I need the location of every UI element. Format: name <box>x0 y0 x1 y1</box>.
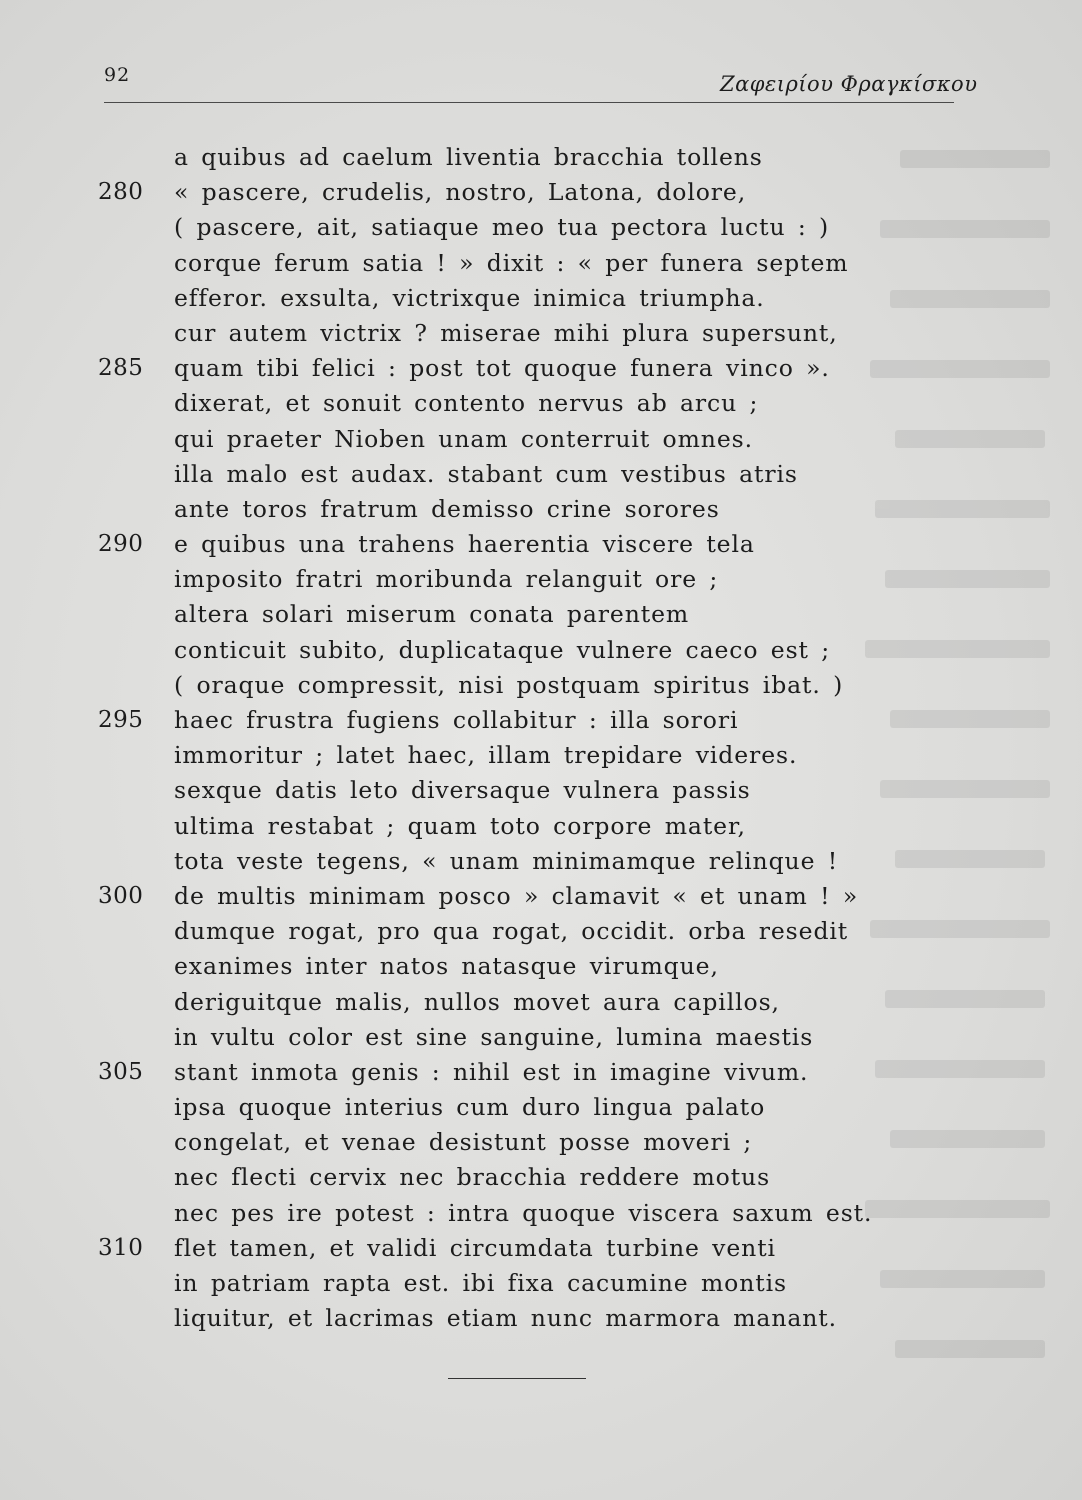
verse-line <box>0 316 1082 351</box>
verse-line <box>0 246 1082 281</box>
verse-line <box>0 773 1082 808</box>
verse-line <box>0 175 1082 210</box>
verse-line <box>0 1231 1082 1266</box>
verse-line <box>0 492 1082 527</box>
verse-text: illa malo est audax. stabant cum vestibus atris <box>174 459 798 488</box>
verse-text: a quibus ad caelum liventia bracchia tollens <box>174 143 763 171</box>
verse-text: imposito fratri moribunda relanguit ore ; <box>174 565 719 594</box>
verse-line <box>0 949 1082 984</box>
verse-line <box>0 210 1082 245</box>
verse-line <box>0 597 1082 632</box>
verse-text: « pascere, crudelis, nostro, Latona, dolore, <box>174 178 747 207</box>
verse-text: sexque datis leto diversaque vulnera passis <box>174 776 751 805</box>
verse-line <box>0 527 1082 562</box>
end-rule <box>448 1378 586 1379</box>
verse-text: immoritur ; latet haec, illam trepidare videres. <box>174 741 798 770</box>
running-head: Ζαφειρίου Φραγκίσκου <box>720 72 978 96</box>
verse-text: e quibus una trahens haerentia viscere tela <box>174 530 755 559</box>
verse-line <box>0 1160 1082 1195</box>
verse-line <box>0 1266 1082 1301</box>
page-number: 92 <box>104 64 131 86</box>
verse-line <box>0 1301 1082 1336</box>
verse-text: ante toros fratrum demisso crine sorores <box>174 494 720 523</box>
verse-text: corque ferum satia ! » dixit : « per funera septem <box>174 248 849 277</box>
verse-text: liquitur, et lacrimas etiam nunc marmora manant. <box>174 1304 838 1333</box>
verse-text: in patriam rapta est. ibi fixa cacumine montis <box>174 1269 787 1297</box>
verse-line <box>0 1020 1082 1055</box>
verse-text: haec frustra fugiens collabitur : illa sorori <box>174 706 739 734</box>
verse-line <box>0 351 1082 386</box>
verse-line <box>0 457 1082 492</box>
verse-line <box>0 879 1082 914</box>
verse-line <box>0 1055 1082 1090</box>
verse-text: de multis minimam posco » clamavit « et unam ! » <box>174 881 859 910</box>
line-number: 310 <box>98 1234 144 1261</box>
verse-line <box>0 281 1082 316</box>
verse-text: deriguitque malis, nullos movet aura capillos, <box>174 987 780 1016</box>
verse-text: quam tibi felici : post tot quoque funera vinco ». <box>174 354 830 383</box>
verse-line <box>0 140 1082 175</box>
verse-text: stant inmota genis : nihil est in imagine vivum. <box>174 1057 809 1086</box>
verse-line <box>0 914 1082 949</box>
verse-line <box>0 633 1082 668</box>
verse-text: ( pascere, ait, satiaque meo tua pectora luctu : ) <box>174 213 830 242</box>
line-number: 295 <box>98 707 144 733</box>
line-number: 290 <box>98 531 144 558</box>
line-number: 285 <box>98 355 144 382</box>
verse-line <box>0 1125 1082 1160</box>
verse-line <box>0 703 1082 738</box>
verse-text: dumque rogat, pro qua rogat, occidit. orba resedit <box>174 917 849 946</box>
verse-line <box>0 1090 1082 1125</box>
verse-line <box>0 668 1082 703</box>
verse-line <box>0 422 1082 457</box>
verse-line <box>0 386 1082 421</box>
verse-text: altera solari miserum conata parentem <box>174 600 690 629</box>
verse-text: dixerat, et sonuit contento nervus ab arcu ; <box>174 389 759 418</box>
verse-line <box>0 985 1082 1020</box>
verse-text: flet tamen, et validi circumdata turbine venti <box>174 1233 776 1262</box>
verse-text: congelat, et venae desistunt posse moveri ; <box>174 1128 753 1157</box>
verse-text: ultima restabat ; quam toto corpore mater, <box>174 811 746 840</box>
verse-line <box>0 562 1082 597</box>
line-number: 280 <box>98 179 144 206</box>
verse-text: exanimes inter natos natasque virumque, <box>174 952 719 981</box>
poem-text <box>0 140 1082 1336</box>
verse-line <box>0 809 1082 844</box>
verse-text: cur autem victrix ? miserae mihi plura supersunt, <box>174 318 838 347</box>
verse-text: in vultu color est sine sanguine, lumina maestis <box>174 1022 814 1051</box>
line-number: 305 <box>98 1058 144 1085</box>
header-rule <box>104 102 954 103</box>
verse-text: qui praeter Nioben unam conterruit omnes. <box>174 424 753 453</box>
verse-text: tota veste tegens, « unam minimamque relinque ! <box>174 846 839 875</box>
verse-text: nec pes ire potest : intra quoque viscera saxum est. <box>174 1198 873 1227</box>
verse-text: ( oraque compressit, nisi postquam spiritus ibat. ) <box>174 670 844 699</box>
line-number: 300 <box>98 882 144 909</box>
verse-text: efferor. exsulta, victrixque inimica triumpha. <box>174 283 765 312</box>
verse-text: nec flecti cervix nec bracchia reddere motus <box>174 1163 771 1192</box>
verse-line <box>0 1196 1082 1231</box>
verse-text: conticuit subito, duplicataque vulnere caeco est ; <box>174 635 831 664</box>
verse-line <box>0 738 1082 773</box>
verse-text: ipsa quoque interius cum duro lingua palato <box>174 1093 766 1122</box>
verse-line <box>0 844 1082 879</box>
